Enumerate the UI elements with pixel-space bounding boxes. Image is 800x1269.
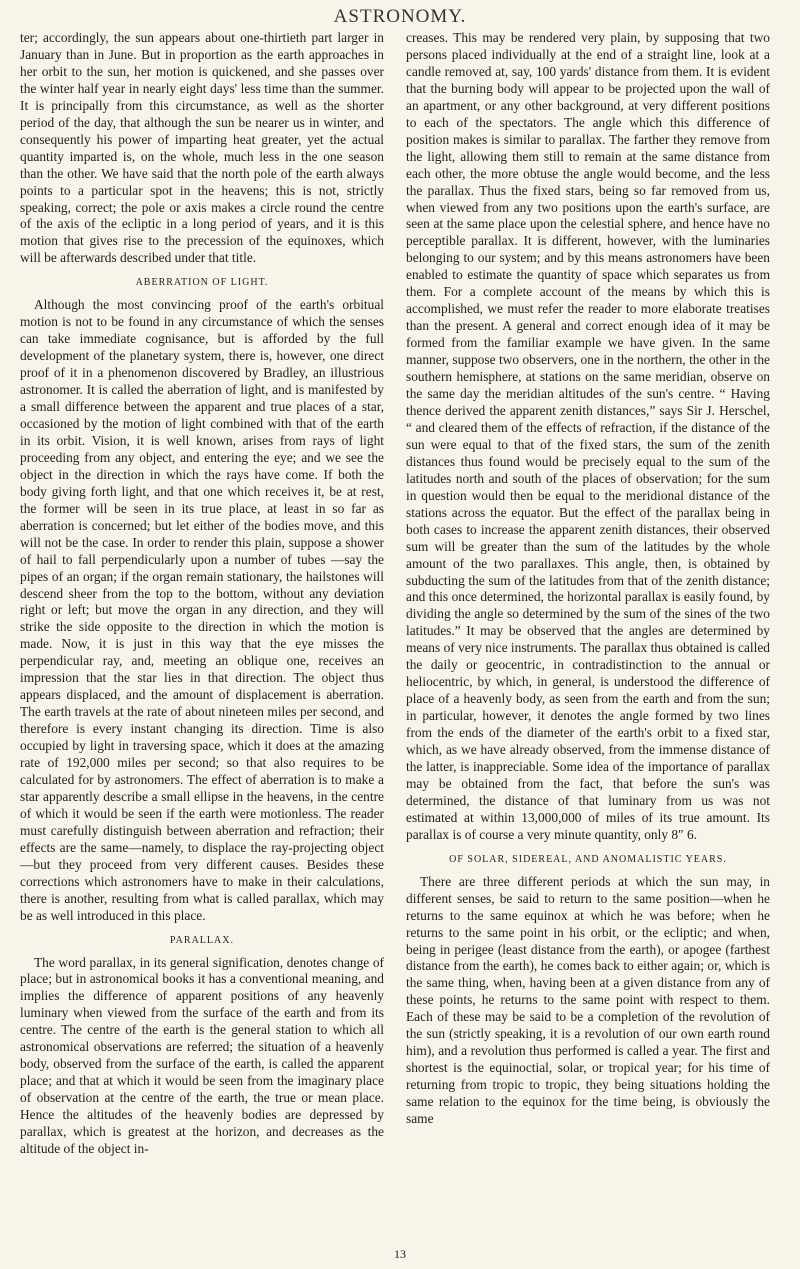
solar-years-heading: OF SOLAR, SIDEREAL, AND ANOMALISTIC YEARS. <box>449 853 727 865</box>
aberration-paragraph: Although the most convincing proof of the earth's orbitual motion is not to be found in any circumstance of which the senses can take immediate cognisance, but is afforded by the full development of the planetary system, there is, however, one direct proof of it in a phenomenon discovered by Bradley, an illustrious astronomer. It is called the aberration of light, and is manifested by a small difference between the apparent and true places of a star, occasioned by the motion of light combined with that of the earth in its orbit. Vision, it is well known, arises from rays of light proceeding from any object, and entering the eye; and we see the object in the direction in which the rays have come. If both the body giving forth light, and that one which receives it, be at rest, the former will be seen in its true place, at least in so far as aberration is concerned; but let either of the bodies move, and this will not be the case. In order to render this plain, suppose a shower of hail to fall perpendicularly upon a number of tubes —say the pipes of an organ; if the organ remain stationary, the hailstones will descend sheer from the top to the bottom, without any deviation right or left; but move the organ in any direction, and they will strike the side opposite to the direction in which the motion is made. Now, it is just in this way that the eye misses the perpendicular ray, and, meeting an oblique one, receives an impression that the star lies in that direction. The object thus appears displaced, and the amount of displacement is aberration. The earth travels at the rate of about nineteen miles per second, and therefore is every instant changing its direction. Time is also occupied by light in traversing space, which it does at the amazing rate of 192,000 miles per second; so that also requires to be calculated for by astronomers. The effect of aberration is to make a star apparently describe a small ellipse in the heavens, in the centre of which it would be seen if the earth were motionless. The reader must carefully distinguish between aberration and refraction; their effects are the same—namely, to displace the ray-projecting object—but they proceed from very different causes. Besides these corrections which astronomers have to make in their calculations, there is another, resulting from what is called parallax, which may be as well introduced in this place. <box>20 297 384 923</box>
solar-years-paragraph: There are three different periods at which the sun may, in different senses, be said to return to the same position—when he returns to the same equinox at which he was before; when he returns to the same point in his orbit, or the ecliptic; and when, being in perigee (least distance from the earth), or apogee (farthest distance from the earth), he comes back to either again; or, which is the same thing, when, having been at a given distance from any of these points, he returns to the same point with respect to them. Each of these may be said to be a completion of the revolution of the sun (strictly speaking, it is a revolution of our own earth round him), and a revolution thus performed is called a year. The first and shortest is the equinoctial, solar, or tropical year; for his time of returning from tropic to tropic, they being situations holding the same relation to the equinox for the time being, is obviously the same <box>406 873 770 1127</box>
parallax-paragraph: The word parallax, in its general signification, denotes change of place; but in astronomical books it has a conventional meaning, and implies the difference of apparent positions of any heavenly luminary when viewed from the surface of the earth and from its centre. The centre of the earth is the general station to which all astronomical observations are referred; the situation of a heavenly body, observed from the surface of the earth, is called the apparent place; and that at which it would be seen from the imaginary place of observation at the centre of the earth, the true or mean place. Hence the altitudes of the heavenly bodies are depressed by parallax, which is greatest at the horizon, and decreases as the altitude of the object in- <box>20 954 384 1156</box>
right-column <box>406 30 770 1128</box>
intro-paragraph: ter; accordingly, the sun appears about one-thirtieth part larger in January than in June. But in proportion as the earth approaches in her orbit to the sun, her motion is quickened, and she passes over the winter half year in nearly eight days' less time than the summer. It is principally from this circumstance, as well as the shorter period of the day, that although the sun be nearer us in winter, and consequently his power of imparting heat greater, yet the actual quantity imparted is, on the whole, much less in the one season than the other. We have said that the north pole of the earth always points to a particular spot in the heavens; this is not, strictly speaking, correct; the pole or axis makes a circle round the centre of the axis of the ecliptic in a long period of years, and it is this motion that gives rise to the precession of the equinoxes, which will be afterwards described under that title. <box>20 30 384 266</box>
page-number: 13 <box>394 1247 406 1261</box>
running-head: ASTRONOMY. <box>333 6 467 27</box>
parallax-heading: PARALLAX. <box>170 934 234 946</box>
left-column <box>20 30 384 1158</box>
aberration-heading: ABERRATION OF LIGHT. <box>135 277 269 289</box>
parallax-continued-paragraph: creases. This may be rendered very plain, by supposing that two persons placed individually at the end of a straight line, look at a candle removed at, say, 100 yards' distance from them. It is evident that the burning body will appear to be projected upon the wall of an apartment, or any other background, at very different positions to each of the spectators. The angle which this difference of position makes is similar to parallax. The farther they remove from the light, allowing them still to remain at the same distance from each other, the more obtuse the angle would become, and the less the parallax. Thus the fixed stars, being so far removed from us, when viewed from any two positions upon the earth's surface, are seen at the same place upon the celestial sphere, and hence have no perceptible parallax. It is different, however, with the luminaries belonging to our system; and by this means astronomers have been enabled to estimate the quantity of space which separates us from them. For a complete account of the means by which this is accomplished, we must refer the reader to more elaborate treatises than the present. A general and correct enough idea of it may be formed from the familiar example we have given. In the same manner, suppose two observers, one in the northern, the other in the southern hemisphere, at stations on the same meridian, observe on the same day the meridian altitudes of the sun's centre. “ Having thence derived the apparent zenith distances,” says Sir J. Herschel, “ and cleared them of the effects of refraction, if the distance of the sun were equal to that of the fixed stars, the sum of the zenith distances thus found would be precisely equal to the sum of the latitudes north and south of the places of observation; for the sum in question would then be equal to the meridional distance of the stations across the equator. But the effect of the parallax being in both cases to increase the apparent zenith distances, their observed sum will be greater than the sum of the latitudes by the whole amount of the two parallaxes. This angle, then, is obtained by subducting the sum of the latitudes from that of the zenith distance; and this once determined, the horizontal parallax is easily found, by dividing the angle so determined by the sum of the sines of the two latitudes.” It may be observed that the angles are determined by means of very nice instruments. The parallax thus obtained is called the daily or geocentric, in contradistinction to the annual or heliocentric, by which, in general, is understood the difference of place of a heavenly body, as seen from the earth and from the sun; in particular, however, it denotes the angle formed by two lines from the ends of the diameter of the earth's orbit to a fixed star, which, as we have already observed, from the immense distance of the latter, is inappreciable. Some idea of the importance of parallax may be obtained from the fact, that before the sun's was determined, the distance of that luminary from us was not estimated at within 13,000,000 of miles of its true amount. Its parallax is of course a very minute quantity, only 8″ 6. <box>406 30 770 842</box>
